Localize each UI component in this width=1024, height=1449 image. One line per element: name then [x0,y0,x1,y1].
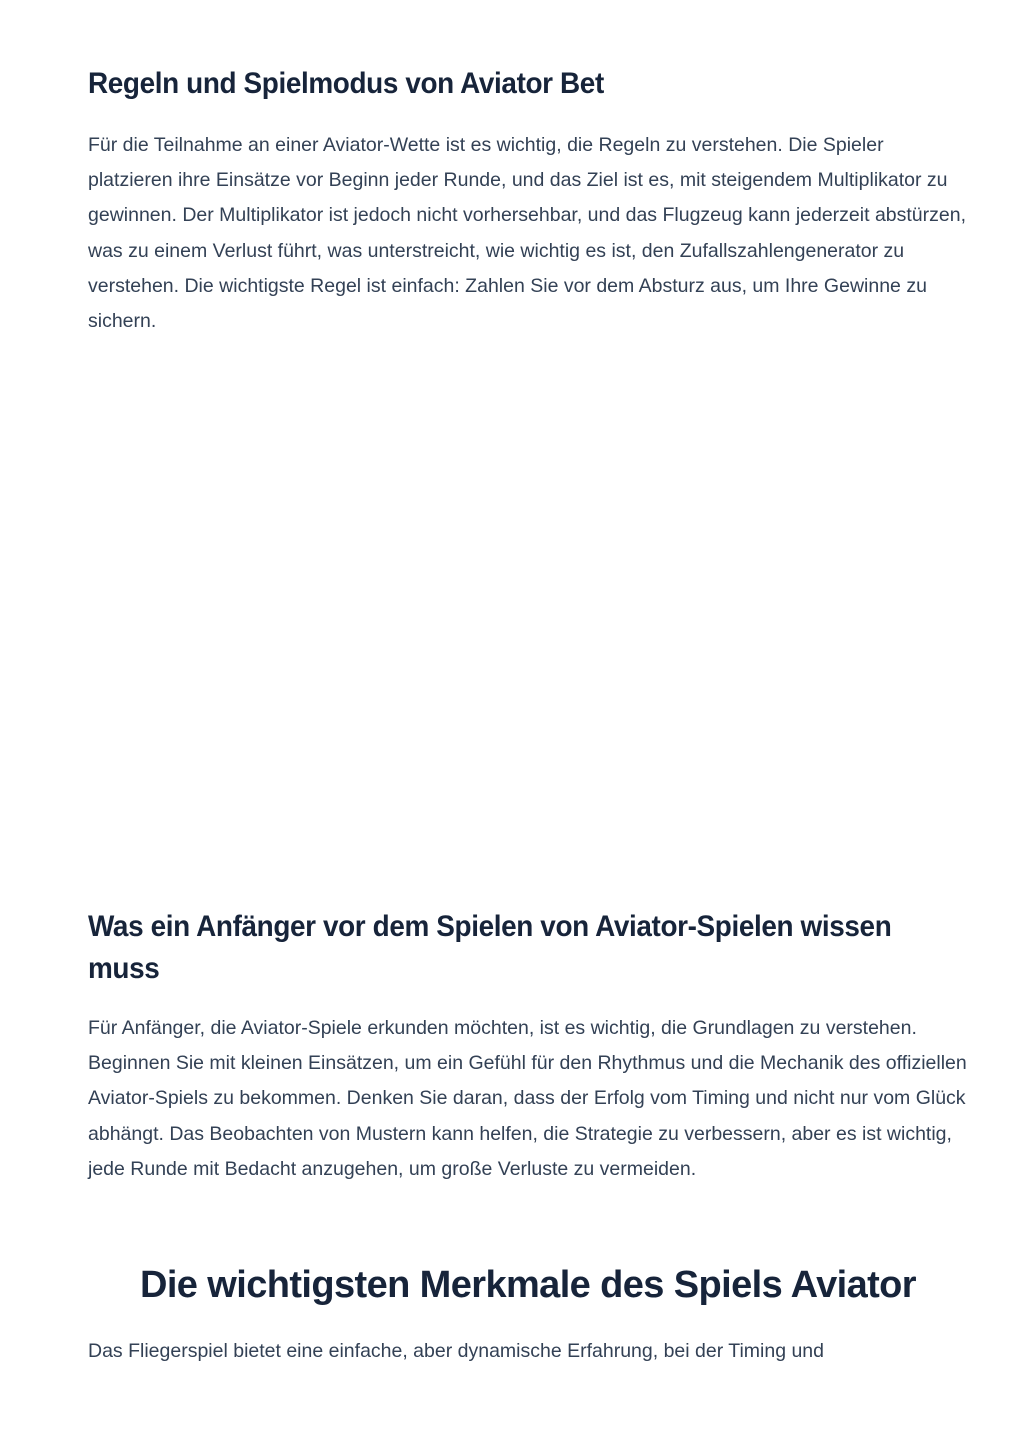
section-heading-beginners: Was ein Anfänger vor dem Spielen von Aviator-Spielen wissen muss [88,910,892,985]
media-placeholder [88,360,968,870]
section-heading-features: Die wichtigsten Merkmale des Spiels Aviator [140,1264,916,1306]
section-paragraph-features: Das Fliegerspiel bietet eine einfache, aber dynamische Erfahrung, bei der Timing und [88,1340,825,1362]
section-paragraph-rules: Für die Teilnahme an einer Aviator-Wette ist es wichtig, die Regeln zu verstehen. Die Spieler platzieren ihre Einsätze vor Beginn jeder Runde, und das Ziel ist es, mit steigendem Multiplikator zu gewinnen. Der Multiplikator ist jedoch nicht vorhersehbar, und das Flugzeug kann jederzeit abstürzen, was zu einem Verlust führt, was unterstreicht, wie wichtig es ist, den Zufallszahlengenerator zu verstehen. Die wichtigste Regel ist einfach: Zahlen Sie vor dem Absturz aus, um Ihre Gewinne zu sichern. [88,134,966,333]
section-heading-rules: Regeln und Spielmodus von Aviator Bet [88,67,604,100]
section-paragraph-beginners: Für Anfänger, die Aviator-Spiele erkunden möchten, ist es wichtig, die Grundlagen zu verstehen. Beginnen Sie mit kleinen Einsätzen, um ein Gefühl für den Rhythmus und die Mechanik des offiziellen Aviator-Spiels zu bekommen. Denken Sie daran, dass der Erfolg vom Timing und nicht nur vom Glück abhängt. Das Beobachten von Mustern kann helfen, die Strategie zu verbessern, aber es ist wichtig, jede Runde mit Bedacht anzugehen, um große Verluste zu vermeiden. [88,1017,967,1180]
